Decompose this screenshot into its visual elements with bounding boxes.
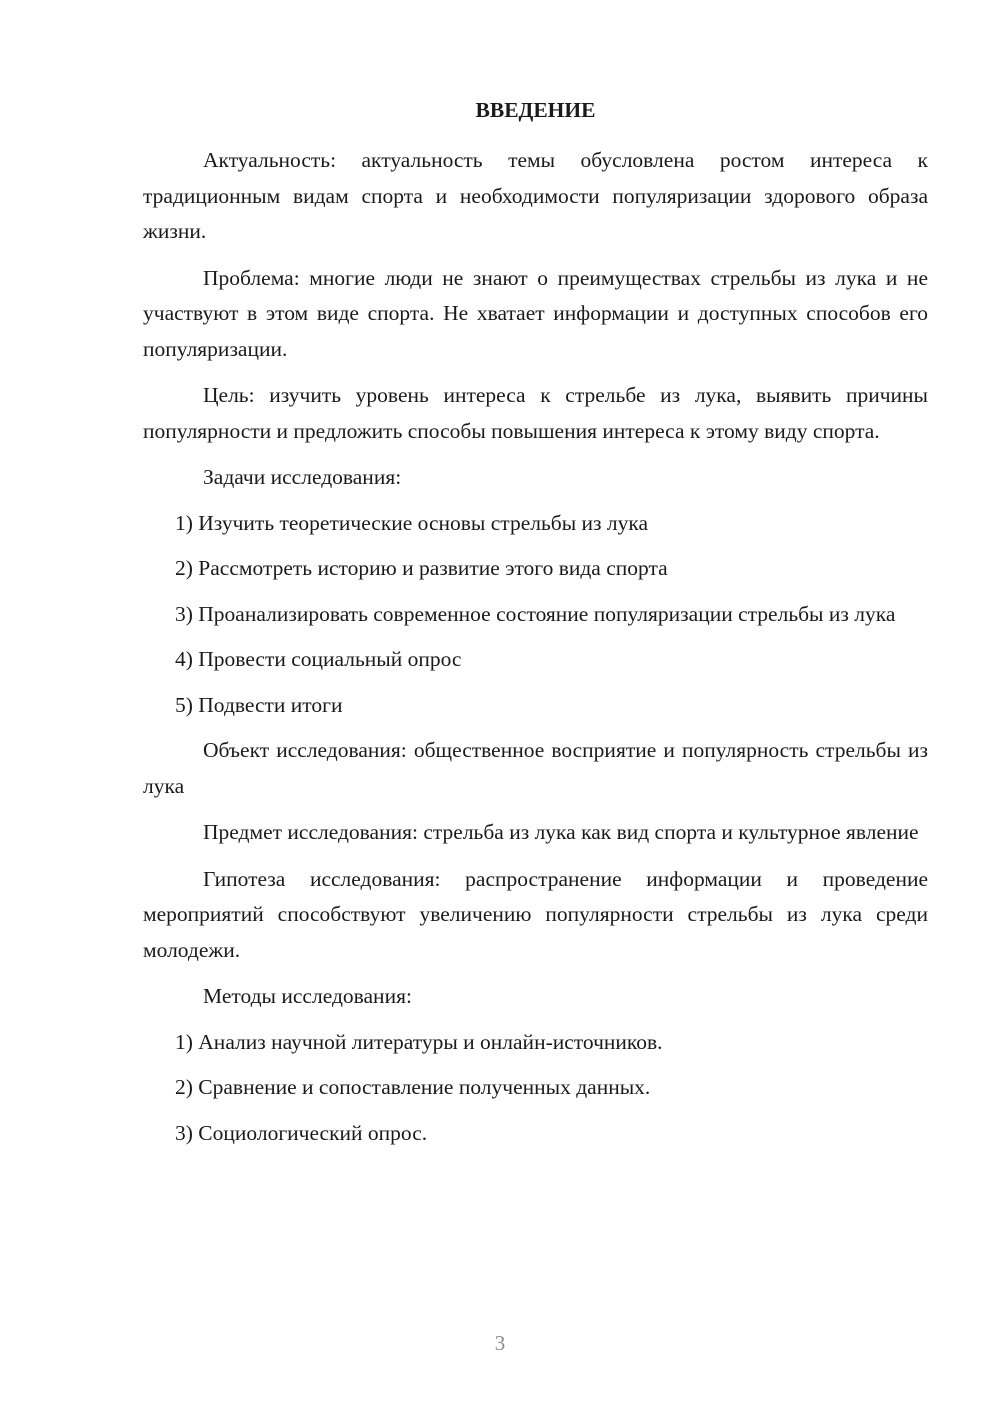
- page-number: 3: [494, 1331, 506, 1355]
- document-page: [143, 92, 928, 1161]
- task-item-1: 1) Изучить теоретические основы стрельбы из лука: [175, 510, 649, 535]
- section-heading: ВВЕДЕНИЕ: [475, 98, 596, 122]
- relevance-paragraph: Актуальность: актуальность темы обусловлена ростом интереса к традиционным видам спорта и необходимости популяризации здорового образа жизни.: [143, 148, 928, 243]
- hypothesis-paragraph: Гипотеза исследования: распространение информации и проведение мероприятий способствуют увеличению популярности стрельбы из лука среди молодежи.: [143, 866, 928, 962]
- subject-paragraph: Предмет исследования: стрельба из лука как вид спорта и культурное явление: [203, 820, 919, 844]
- task-item-3: 3) Проанализировать современное состояние популяризации стрельбы из лука: [175, 601, 896, 626]
- task-item-5: 5) Подвести итоги: [175, 692, 343, 717]
- method-item-2: 2) Сравнение и сопоставление полученных данных.: [175, 1075, 651, 1099]
- method-item-3: 3) Социологический опрос.: [175, 1120, 428, 1145]
- tasks-title: Задачи исследования:: [203, 465, 402, 489]
- methods-title: Методы исследования:: [203, 984, 412, 1008]
- problem-paragraph: Проблема: многие люди не знают о преимуществах стрельбы из лука и не участвуют в этом виде спорта. Не хватает информации и доступных способов его популяризации.: [143, 265, 928, 361]
- goal-paragraph: Цель: изучить уровень интереса к стрельбе из лука, выявить причины популярности и предложить способы повышения интереса к этому виду спорта.: [143, 383, 928, 443]
- method-item-1: 1) Анализ научной литературы и онлайн-источников.: [175, 1029, 663, 1054]
- task-item-4: 4) Провести социальный опрос: [175, 647, 462, 671]
- object-paragraph: Объект исследования: общественное восприятие и популярность стрельбы из лука: [143, 738, 928, 798]
- task-item-2: 2) Рассмотреть историю и развитие этого вида спорта: [175, 556, 668, 580]
